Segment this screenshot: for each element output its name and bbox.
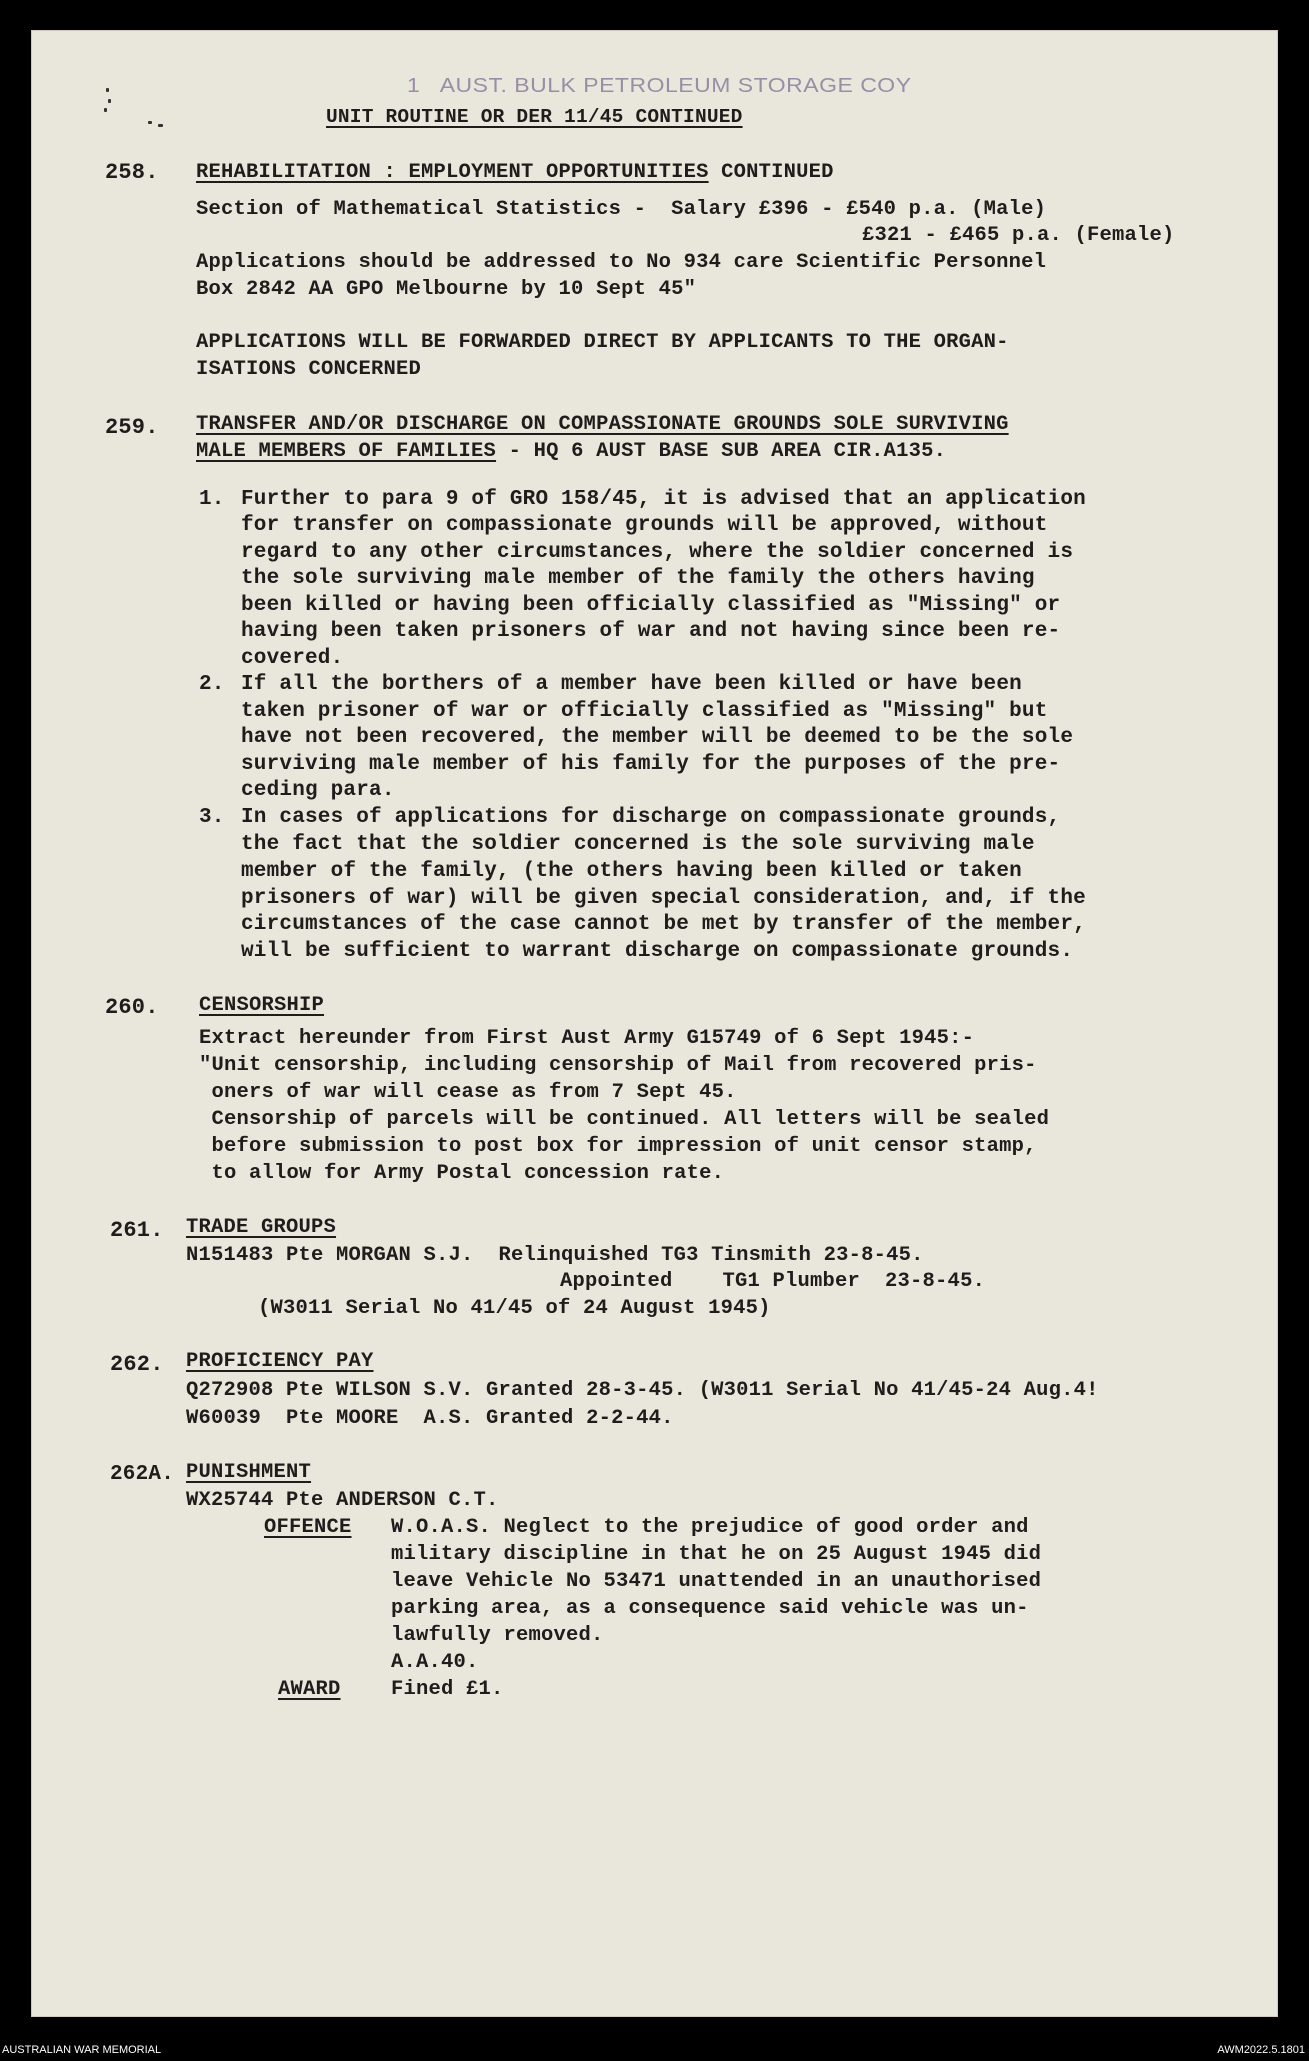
section-number: 262. [110, 1352, 164, 1377]
pin-mark [108, 99, 111, 103]
award-label: AWARD [278, 1678, 341, 1701]
section-text: Applications should be addressed to No 934 care Scientific Personnel [196, 251, 1047, 274]
pin-mark [148, 121, 152, 124]
section-title-cont: - HQ 6 AUST BASE SUB AREA CIR.A135. [496, 440, 947, 463]
section-title-text: REHABILITATION : EMPLOYMENT OPPORTUNITIES [196, 161, 709, 184]
para-line: If all the borthers of a member have been killed or have been [241, 673, 1022, 696]
unit-stamp: 1 AUST. BULK PETROLEUM STORAGE COY [407, 73, 912, 97]
para-line: will be sufficient to warrant discharge on compassionate grounds. [241, 940, 1074, 963]
para-line: In cases of applications for discharge on compassionate grounds, [241, 806, 1061, 829]
section-number: 260. [105, 995, 159, 1020]
section-title: TRADE GROUPS [186, 1216, 337, 1239]
page-header: UNIT ROUTINE OR DER 11/45 CONTINUED [326, 106, 743, 128]
para-line: having been taken prisoners of war and not having since been re- [241, 620, 1061, 643]
document-page [31, 30, 1278, 2017]
offence-line: parking area, as a consequence said vehicle was un- [391, 1597, 1029, 1620]
footer-institution: AUSTRALIAN WAR MEMORIAL [2, 2044, 162, 2056]
section-title: PROFICIENCY PAY [186, 1350, 374, 1373]
section-title [196, 440, 946, 463]
section-text: APPLICATIONS WILL BE FORWARDED DIRECT BY APPLICANTS TO THE ORGAN- [196, 331, 1009, 354]
award-text: Fined £1. [391, 1678, 504, 1701]
section-text: N151483 Pte MORGAN S.J. Relinquished TG3 Tinsmith 23-8-45. [186, 1244, 924, 1267]
offence-line: leave Vehicle No 53471 unattended in an unauthorised [391, 1570, 1042, 1593]
para-line: regard to any other circumstances, where the soldier concerned is [241, 541, 1074, 564]
section-text: Q272908 Pte WILSON S.V. Granted 28-3-45. (W3011 Serial No 41/45-24 Aug.4! [186, 1379, 1099, 1402]
para-line: surviving male member of his family for the purposes of the pre- [241, 753, 1061, 776]
pin-mark [106, 88, 109, 92]
section-title: PUNISHMENT [186, 1461, 312, 1484]
section-text: Box 2842 AA GPO Melbourne by 10 Sept 45" [196, 278, 697, 301]
section-number: 262A. [110, 1463, 175, 1486]
para-number: 3. [199, 806, 225, 829]
section-text: oners of war will cease as from 7 Sept 45. [199, 1081, 737, 1104]
section-text: £321 - £465 p.a. (Female) [862, 224, 1175, 247]
section-text: "Unit censorship, including censorship of Mail from recovered pris- [199, 1054, 1037, 1077]
para-line: have not been recovered, the member will be deemed to be the sole [241, 726, 1074, 749]
section-number: 259. [105, 415, 159, 440]
section-title-text: MALE MEMBERS OF FAMILIES [196, 440, 497, 463]
para-line: Further to para 9 of GRO 158/45, it is advised that an application [241, 488, 1086, 511]
pin-mark [158, 124, 163, 127]
para-number: 2. [199, 673, 225, 696]
para-line: member of the family, (the others having been killed or taken [241, 860, 1022, 883]
offence-line: lawfully removed. [391, 1624, 604, 1647]
section-text: Appointed TG1 Plumber 23-8-45. [560, 1270, 986, 1293]
section-text: Section of Mathematical Statistics - Salary £396 - £540 p.a. (Male) [196, 198, 1047, 221]
para-line: for transfer on compassionate grounds will be approved, without [241, 514, 1048, 537]
section-text: to allow for Army Postal concession rate. [199, 1162, 725, 1185]
section-text: ISATIONS CONCERNED [196, 358, 422, 381]
soldier-name: WX25744 Pte ANDERSON C.T. [186, 1489, 499, 1512]
para-line: the sole surviving male member of the family the others having [241, 567, 1035, 590]
section-text: Censorship of parcels will be continued. All letters will be sealed [199, 1108, 1050, 1131]
section-title [196, 161, 834, 184]
para-number: 1. [199, 488, 225, 511]
section-number: 258. [105, 160, 159, 185]
para-line: ceding para. [241, 779, 395, 802]
para-line: circumstances of the case cannot be met by transfer of the member, [241, 913, 1086, 936]
section-text: Extract hereunder from First Aust Army G15749 of 6 Sept 1945:- [199, 1027, 975, 1050]
section-title-cont: CONTINUED [708, 161, 834, 184]
para-line: prisoners of war) will be given special consideration, and, if the [241, 887, 1086, 910]
footer-accession: AWM2022.5.1801 [1217, 2044, 1305, 2056]
para-line: taken prisoner of war or officially classified as "Missing" but [241, 700, 1048, 723]
section-number: 261. [110, 1218, 164, 1243]
offence-line: military discipline in that he on 25 August 1945 did [391, 1543, 1042, 1566]
pin-mark [104, 108, 107, 112]
para-line: the fact that the soldier concerned is the sole surviving male [241, 833, 1035, 856]
para-line: been killed or having been officially classified as "Missing" or [241, 594, 1061, 617]
para-line: covered. [241, 647, 344, 670]
section-text: before submission to post box for impression of unit censor stamp, [199, 1135, 1037, 1158]
section-title: TRANSFER AND/OR DISCHARGE ON COMPASSIONATE GROUNDS SOLE SURVIVING [196, 413, 1009, 436]
offence-line: W.O.A.S. Neglect to the prejudice of good order and [391, 1516, 1029, 1539]
section-text: (W3011 Serial No 41/45 of 24 August 1945) [258, 1297, 771, 1320]
section-title: CENSORSHIP [199, 994, 325, 1017]
offence-label: OFFENCE [264, 1516, 352, 1539]
offence-line: A.A.40. [391, 1651, 479, 1674]
section-text: W60039 Pte MOORE A.S. Granted 2-2-44. [186, 1407, 674, 1430]
